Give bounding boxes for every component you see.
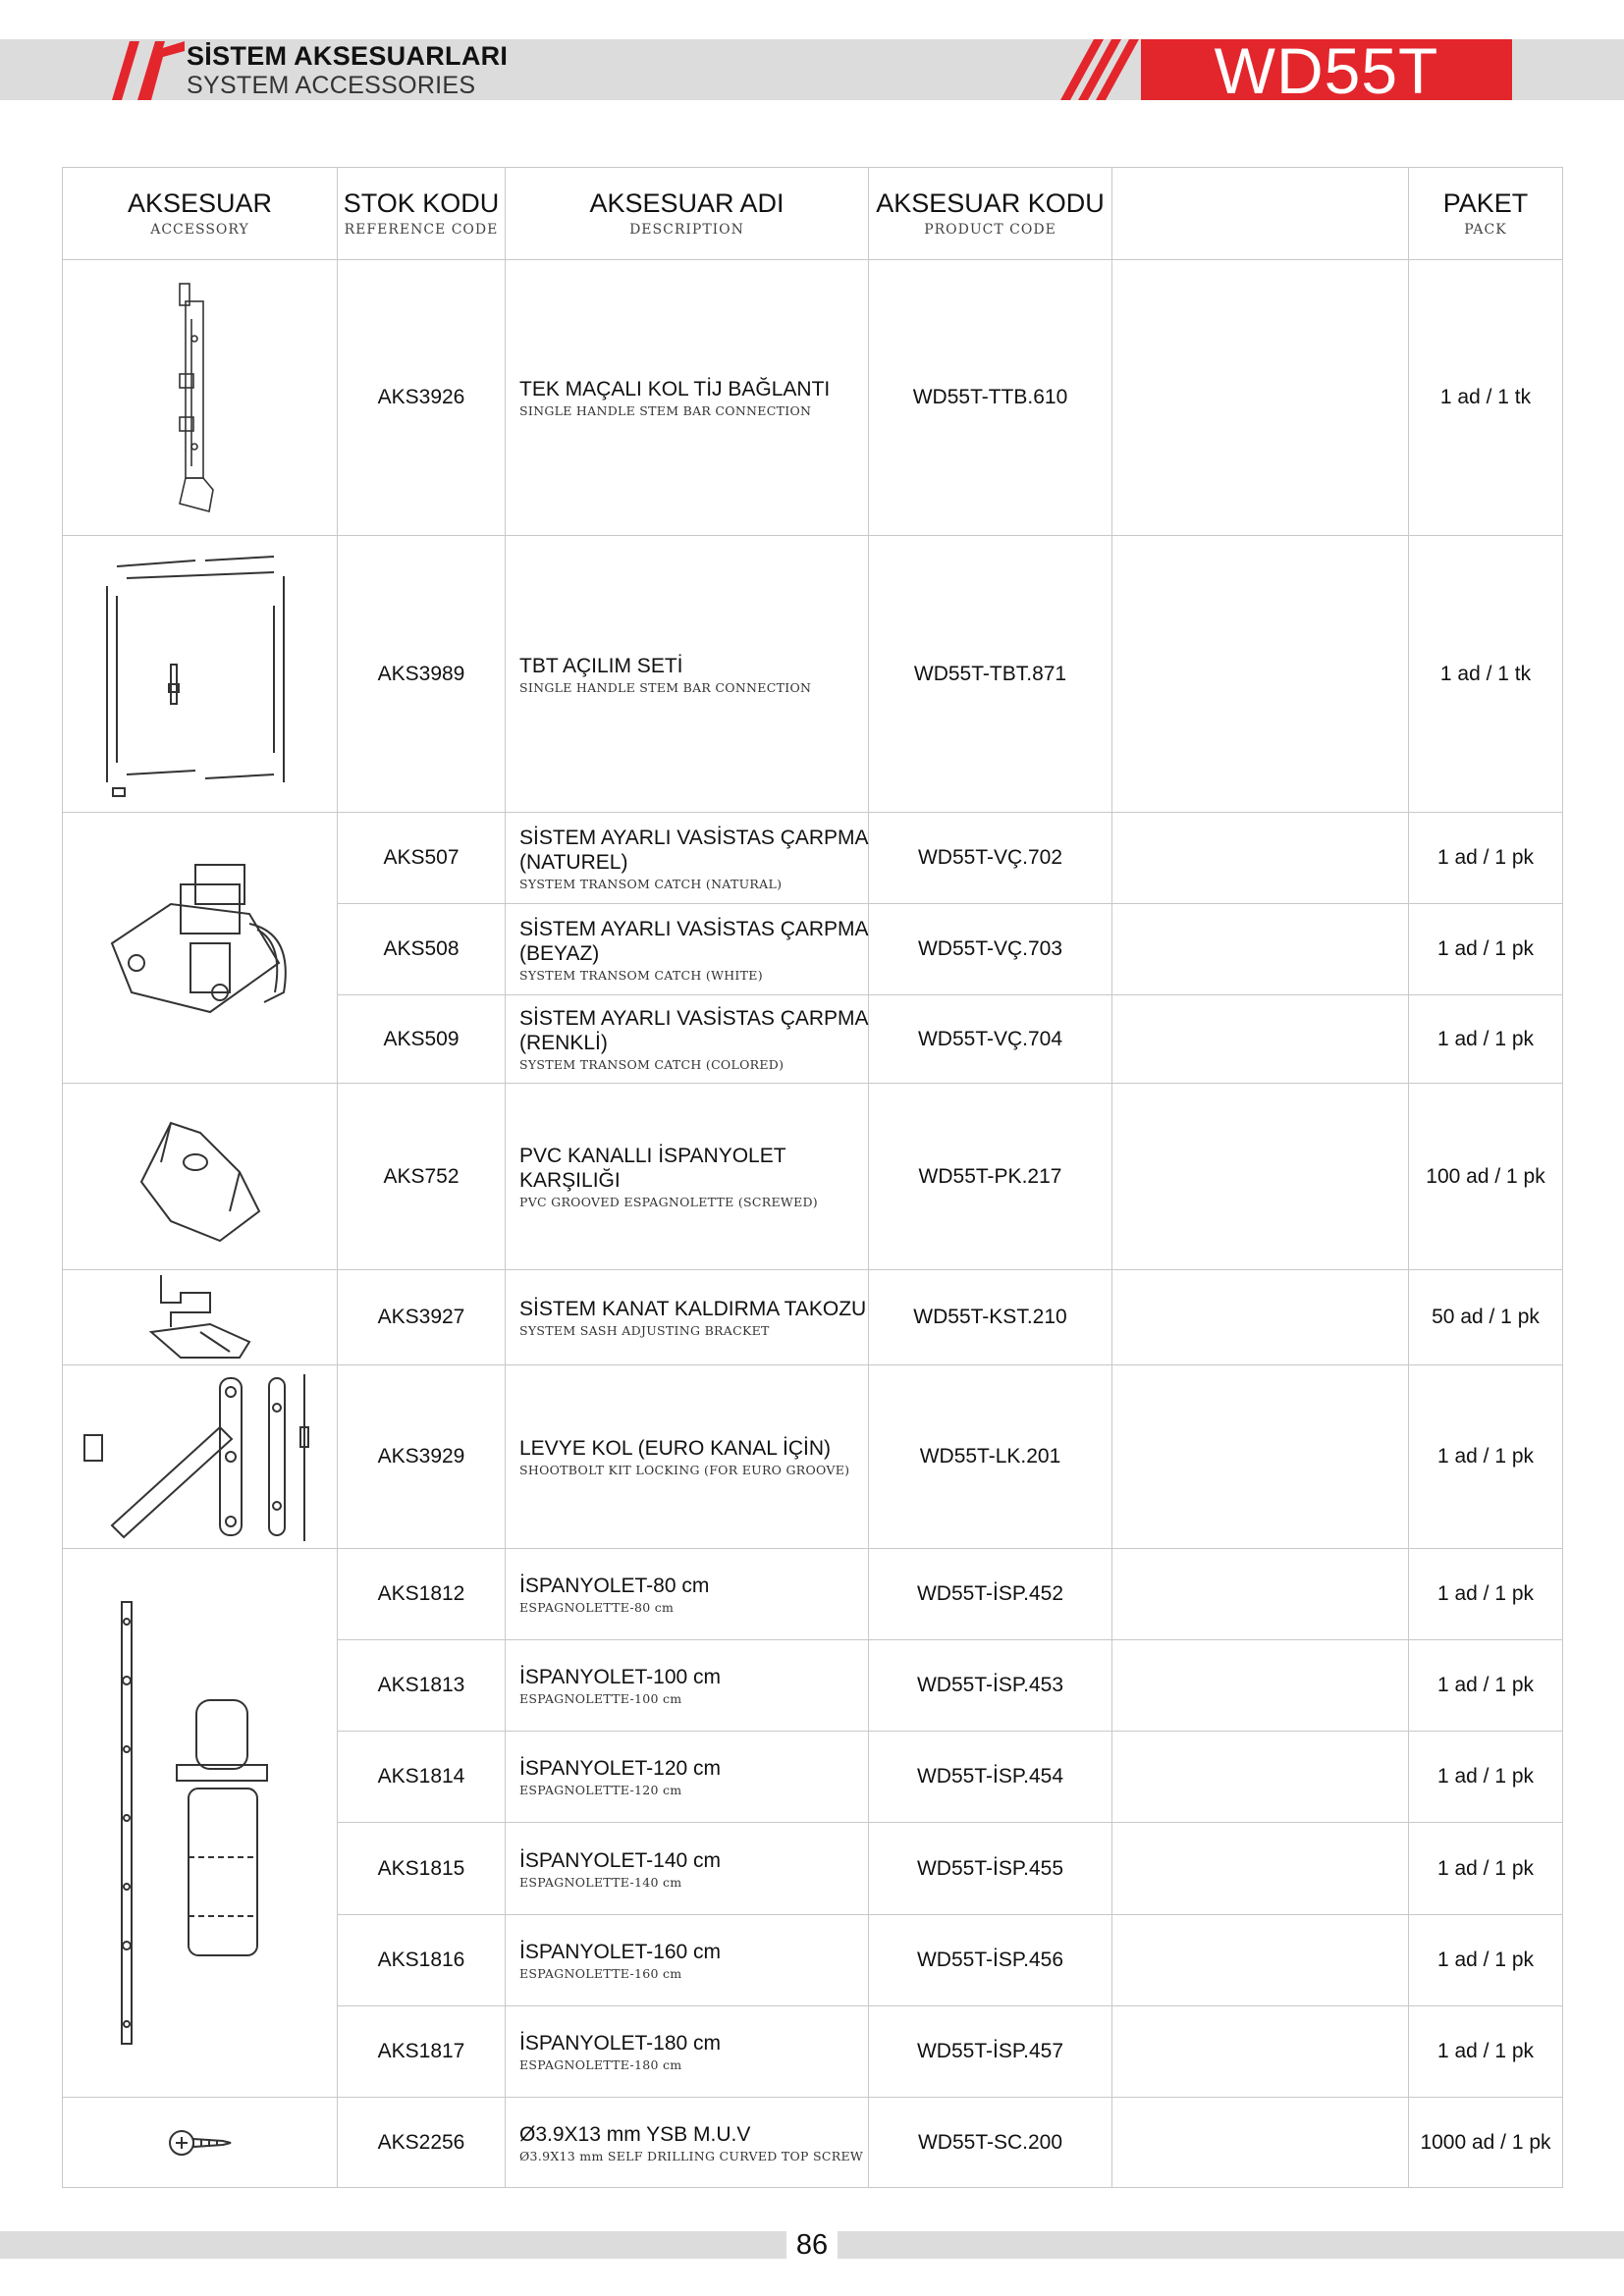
blank-cell: [1112, 2098, 1409, 2188]
stock-code: AKS2256: [338, 2098, 506, 2188]
pack: 1 ad / 1 pk: [1409, 1915, 1563, 2006]
description: [506, 1640, 869, 1732]
espagnolette-drawing: [102, 1592, 298, 2054]
blank-cell: [1112, 260, 1409, 536]
col-header-name: AKSESUAR ADI DESCRIPTION: [506, 168, 869, 260]
description: [506, 1549, 869, 1640]
stock-code: AKS1814: [338, 1732, 506, 1823]
description: [506, 995, 869, 1084]
brand-logo: [108, 37, 187, 100]
product-image: [63, 2098, 338, 2188]
description-en: SINGLE HANDLE STEM BAR CONNECTION: [519, 679, 812, 695]
description-en: SYSTEM TRANSOM CATCH (COLORED): [519, 1057, 785, 1072]
pack: 1000 ad / 1 pk: [1409, 2098, 1563, 2188]
stock-code: AKS1812: [338, 1549, 506, 1640]
stock-code: AKS509: [338, 995, 506, 1084]
blank-cell: [1112, 904, 1409, 995]
blank-cell: [1112, 1915, 1409, 2006]
product-code: WD55T-KST.210: [869, 1270, 1112, 1365]
pack: 1 ad / 1 pk: [1409, 1732, 1563, 1823]
product-code: WD55T-İSP.455: [869, 1823, 1112, 1915]
col-header-accessory: AKSESUAR ACCESSORY: [63, 168, 338, 260]
description-en: ESPAGNOLETTE-80 cm: [519, 1600, 675, 1615]
description: [506, 2006, 869, 2098]
description-tr: LEVYE KOL (EURO KANAL İÇİN): [519, 1437, 832, 1460]
description: [506, 813, 869, 904]
pack: 1 ad / 1 tk: [1409, 260, 1563, 536]
tbt-opening-set-drawing: [78, 547, 323, 802]
description-tr: SİSTEM AYARLI VASİSTAS ÇARPMA (NATUREL): [519, 826, 868, 874]
table-header-row: [63, 168, 1563, 260]
product-code: WD55T-İSP.453: [869, 1640, 1112, 1732]
description-en: ESPAGNOLETTE-160 cm: [519, 1966, 682, 1981]
description-tr: İSPANYOLET-100 cm: [519, 1666, 722, 1688]
description-en: SYSTEM TRANSOM CATCH (WHITE): [519, 967, 763, 983]
pack: 1 ad / 1 tk: [1409, 536, 1563, 813]
product-image: [63, 813, 338, 1084]
pack: 1 ad / 1 pk: [1409, 995, 1563, 1084]
table-row: [63, 1084, 1563, 1270]
blank-cell: [1112, 1732, 1409, 1823]
description-tr: Ø3.9X13 mm YSB M.U.V: [519, 2122, 751, 2146]
blank-cell: [1112, 2006, 1409, 2098]
product-code: WD55T-VÇ.703: [869, 904, 1112, 995]
product-code: WD55T-PK.217: [869, 1084, 1112, 1270]
description-en: ESPAGNOLETTE-180 cm: [519, 2057, 682, 2072]
blank-cell: [1112, 995, 1409, 1084]
description-tr: SİSTEM AYARLI VASİSTAS ÇARPMA (RENKLİ): [519, 1007, 868, 1054]
col-header-pack: PAKET PACK: [1409, 168, 1563, 260]
product-code: WD55T-TBT.871: [869, 536, 1112, 813]
model-badge: WD55T: [1141, 39, 1512, 100]
screw-drawing: [166, 2123, 235, 2163]
accessory-table: [62, 167, 1563, 2188]
description-en: SHOOTBOLT KIT LOCKING (FOR EURO GROOVE): [519, 1463, 850, 1477]
table-row: [63, 813, 1563, 904]
page-number: 86: [786, 2228, 838, 2262]
description-en: ESPAGNOLETTE-140 cm: [519, 1874, 682, 1890]
blank-cell: [1112, 1823, 1409, 1915]
stock-code: AKS507: [338, 813, 506, 904]
table-row: [63, 2098, 1563, 2188]
table-row: [63, 1365, 1563, 1549]
product-code: WD55T-İSP.452: [869, 1549, 1112, 1640]
blank-cell: [1112, 1084, 1409, 1270]
description-en: SYSTEM SASH ADJUSTING BRACKET: [519, 1323, 770, 1338]
sash-bracket-drawing: [141, 1273, 259, 1362]
blank-cell: [1112, 536, 1409, 813]
blank-cell: [1112, 1365, 1409, 1549]
pack: 1 ad / 1 pk: [1409, 813, 1563, 904]
product-code: WD55T-İSP.457: [869, 2006, 1112, 2098]
description-en: SINGLE HANDLE STEM BAR CONNECTION: [519, 403, 812, 418]
product-code: WD55T-VÇ.704: [869, 995, 1112, 1084]
blank-cell: [1112, 1549, 1409, 1640]
description: [506, 1732, 869, 1823]
description: [506, 1823, 869, 1915]
transom-catch-drawing: [82, 855, 318, 1041]
col-header-blank: [1112, 168, 1409, 260]
table-row: [63, 260, 1563, 536]
product-code: WD55T-İSP.454: [869, 1732, 1112, 1823]
table-row: [63, 536, 1563, 813]
description-tr: İSPANYOLET-140 cm: [519, 1848, 722, 1872]
product-code: WD55T-İSP.456: [869, 1915, 1112, 2006]
description-tr: TBT AÇILIM SETİ: [519, 654, 683, 677]
blank-cell: [1112, 813, 1409, 904]
description-en: SYSTEM TRANSOM CATCH (NATURAL): [519, 876, 783, 891]
product-code: WD55T-SC.200: [869, 2098, 1112, 2188]
blank-cell: [1112, 1270, 1409, 1365]
stock-code: AKS752: [338, 1084, 506, 1270]
description-tr: SİSTEM AYARLI VASİSTAS ÇARPMA (BEYAZ): [519, 917, 868, 965]
description-tr: SİSTEM KANAT KALDIRMA TAKOZU: [519, 1298, 867, 1320]
stock-code: AKS3926: [338, 260, 506, 536]
description-en: ESPAGNOLETTE-100 cm: [519, 1691, 682, 1706]
description: [506, 904, 869, 995]
product-image: [63, 1270, 338, 1365]
table-row: [63, 1270, 1563, 1365]
header-subtitle: SYSTEM ACCESSORIES: [187, 72, 476, 99]
product-image: [63, 1549, 338, 2098]
espagnolette-keep-drawing: [132, 1103, 269, 1251]
description-tr: İSPANYOLET-180 cm: [519, 2032, 722, 2055]
description-tr: İSPANYOLET-160 cm: [519, 1941, 722, 1963]
stock-code: AKS3929: [338, 1365, 506, 1549]
pack: 100 ad / 1 pk: [1409, 1084, 1563, 1270]
shootbolt-lever-drawing: [73, 1368, 328, 1545]
product-image: [63, 260, 338, 536]
product-image: [63, 1084, 338, 1270]
pack: 1 ad / 1 pk: [1409, 1640, 1563, 1732]
stock-code: AKS1816: [338, 1915, 506, 2006]
stock-code: AKS3927: [338, 1270, 506, 1365]
pack: 1 ad / 1 pk: [1409, 904, 1563, 995]
table-row: [63, 1549, 1563, 1640]
stock-code: AKS3989: [338, 536, 506, 813]
blank-cell: [1112, 1640, 1409, 1732]
pack: 1 ad / 1 pk: [1409, 1365, 1563, 1549]
description: [506, 260, 869, 536]
pack: 1 ad / 1 pk: [1409, 1823, 1563, 1915]
product-image: [63, 1365, 338, 1549]
description-tr: TEK MAÇALI KOL TİJ BAĞLANTI: [519, 378, 831, 400]
description: [506, 1084, 869, 1270]
stock-code: AKS1817: [338, 2006, 506, 2098]
description-en: ESPAGNOLETTE-120 cm: [519, 1783, 682, 1797]
stock-code: AKS508: [338, 904, 506, 995]
product-image: [63, 536, 338, 813]
description-tr: PVC KANALLI İSPANYOLET KARŞILIĞI: [519, 1145, 786, 1192]
description-tr: İSPANYOLET-120 cm: [519, 1757, 722, 1780]
stock-code: AKS1815: [338, 1823, 506, 1915]
description-en: PVC GROOVED ESPAGNOLETTE (SCREWED): [519, 1195, 818, 1209]
product-code: WD55T-TTB.610: [869, 260, 1112, 536]
stem-bar-connection-drawing: [166, 280, 235, 515]
product-code: WD55T-VÇ.702: [869, 813, 1112, 904]
pack: 1 ad / 1 pk: [1409, 2006, 1563, 2098]
col-header-stock-code: STOK KODU REFERENCE CODE: [338, 168, 506, 260]
product-code: WD55T-LK.201: [869, 1365, 1112, 1549]
description: [506, 2098, 869, 2188]
pack: 50 ad / 1 pk: [1409, 1270, 1563, 1365]
description: [506, 536, 869, 813]
stock-code: AKS1813: [338, 1640, 506, 1732]
pack: 1 ad / 1 pk: [1409, 1549, 1563, 1640]
col-header-product-code: AKSESUAR KODU PRODUCT CODE: [869, 168, 1112, 260]
description: [506, 1915, 869, 2006]
description-en: Ø3.9X13 mm SELF DRILLING CURVED TOP SCREW: [519, 2148, 864, 2163]
description-tr: İSPANYOLET-80 cm: [519, 1575, 710, 1597]
header-title: SİSTEM AKSESUARLARI: [187, 41, 509, 71]
description: [506, 1365, 869, 1549]
description: [506, 1270, 869, 1365]
